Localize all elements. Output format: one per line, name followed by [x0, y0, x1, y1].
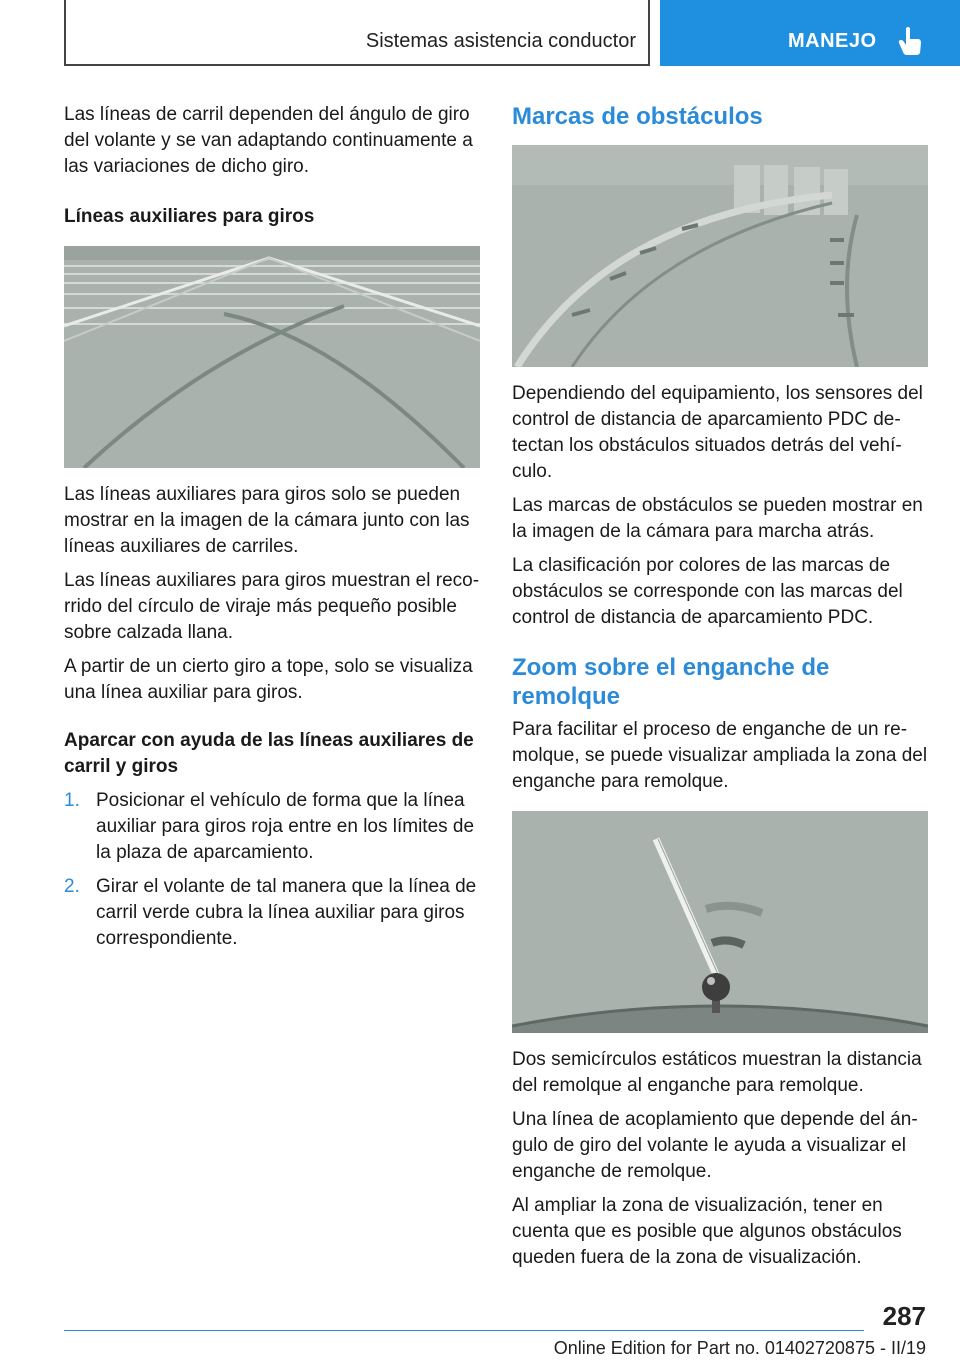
section-heading: Líneas auxiliares para giros — [64, 206, 315, 227]
step-text: Girar el volante de tal manera que la línea de carril verde cubra la línea auxiliar para giros correspondiente. — [96, 876, 477, 949]
paragraph: Al ampliar la zona de visualización, tener en cuenta que es posible que algunos obstáculos queden fuera de la zona de visualización. — [512, 1195, 902, 1268]
paragraph: La clasificación por colores de las marcas de obstáculos se corresponde con las marcas del control de distancia de aparcamiento PDC. — [512, 555, 903, 628]
paragraph: Las marcas de obstáculos se pueden mostrar en la imagen de la cámara para marcha atrás. — [512, 495, 923, 542]
turning-lines-image — [64, 246, 480, 468]
intro-paragraph: Las líneas de carril dependen del ángulo de giro del volante y se van adaptando continuamente a las variaciones de dicho giro. — [64, 104, 473, 177]
paragraph: Una línea de acoplamiento que depende del án‐gulo de giro del volante le ayuda a visualizar el enganche de remolque. — [512, 1109, 918, 1182]
page-number: 287 — [882, 1301, 926, 1331]
step-number: 1. — [64, 790, 80, 811]
paragraph: Las líneas auxiliares para giros solo se pueden mostrar en la imagen de la cámara junto con las líneas auxiliares de carriles. — [64, 484, 470, 557]
section-title: Sistemas asistencia conductor — [365, 30, 636, 52]
left-column — [64, 102, 480, 960]
paragraph: Dependiendo del equipamiento, los sensores del control de distancia de aparcamiento PDC de‐tectan los obstáculos situados detrás del vehí‐culo. — [512, 383, 923, 482]
trailer-hitch-zoom-image — [512, 811, 928, 1033]
footer-divider — [64, 1330, 864, 1331]
right-column — [512, 102, 928, 1279]
paragraph: A partir de un cierto giro a tope, solo se visualiza una línea auxiliar para giros. — [64, 656, 473, 703]
steps-list — [64, 788, 480, 952]
list-item — [64, 874, 480, 952]
step-number: 2. — [64, 876, 80, 897]
section-heading: Aparcar con ayuda de las líneas auxiliares de carril y giros — [64, 730, 474, 777]
footer-edition: Online Edition for Part no. 01402720875 - II/19 — [553, 1338, 926, 1358]
section-heading: Zoom sobre el enganche de remolque — [512, 654, 830, 710]
hand-pointer-icon — [898, 26, 922, 56]
obstacle-marks-image — [512, 145, 928, 367]
paragraph: Dos semicírculos estáticos muestran la distancia del remolque al enganche para remolque. — [512, 1049, 922, 1096]
paragraph: Para facilitar el proceso de enganche de un re‐molque, se puede visualizar ampliada la zona del enganche para remolque. — [512, 719, 928, 792]
section-heading: Marcas de obstáculos — [512, 103, 763, 130]
list-item — [64, 788, 480, 866]
paragraph: Las líneas auxiliares para giros muestran el reco‐rrido del círculo de viraje más pequeño posible sobre calzada llana. — [64, 570, 480, 643]
step-text: Posicionar el vehículo de forma que la línea auxiliar para giros roja entre en los límites de la plaza de aparcamiento. — [96, 790, 475, 863]
chapter-title: MANEJO — [788, 30, 877, 52]
running-header — [64, 0, 650, 66]
chapter-tab[interactable] — [660, 0, 960, 66]
